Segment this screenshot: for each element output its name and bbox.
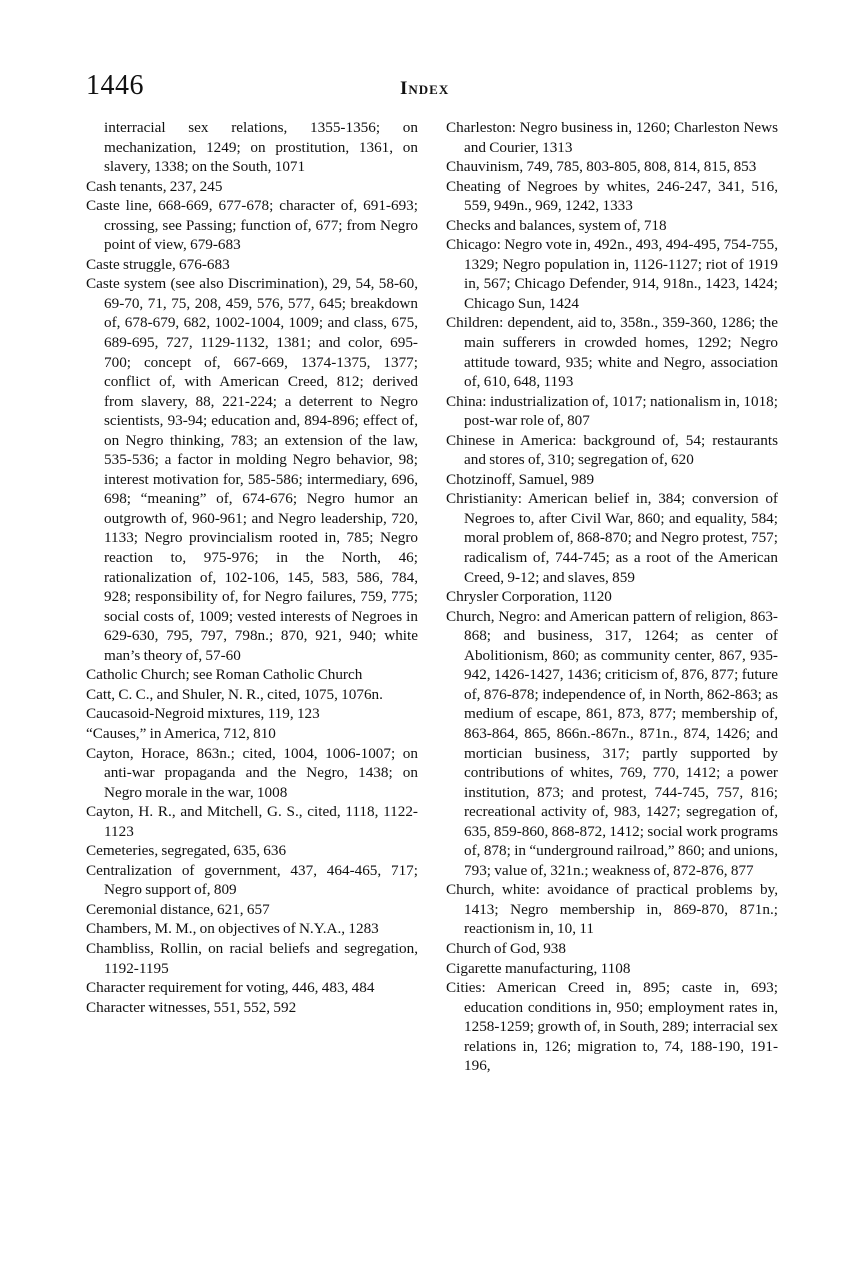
index-entry: “Causes,” in America, 712, 810 xyxy=(86,724,276,742)
index-entry: Cash tenants, 237, 245 xyxy=(86,177,223,195)
index-entry: interracial sex relations, 1355-1356; on mechanization, 1249; on prostitution, 1361, on slavery, 1338; on the South, 1071 xyxy=(104,119,418,176)
index-entry: Catt, C. C., and Shuler, N. R., cited, 1075, 1076n. xyxy=(86,685,383,703)
index-entry: China: industrialization of, 1017; nationalism in, 1018; post-war role of, 807 xyxy=(446,392,778,430)
index-entry: Cheating of Negroes by whites, 246-247, 341, 516, 559, 949n., 969, 1242, 1333 xyxy=(446,177,778,215)
index-entry: Christianity: American belief in, 384; conversion of Negroes to, after Civil War, 860; and equality, 584; moral problem of, 868-870; and Negro protest, 757; radicalism of, 744-745; as a root of the American Creed, 9-12; and slaves, 859 xyxy=(446,490,778,586)
index-entry: Chambers, M. M., on objectives of N.Y.A., 1283 xyxy=(86,920,379,938)
index-entry: Chicago: Negro vote in, 492n., 493, 494-495, 754-755, 1329; Negro population in, 1126-1127; riot of 1919 in, 567; Chicago Defender, 914, 918n., 1423, 1424; Chicago Sun, 1424 xyxy=(446,236,778,312)
index-entry: Chinese in America: background of, 54; restaurants and stores of, 310; segregation of, 620 xyxy=(446,431,778,469)
index-entry: Centralization of government, 437, 464-465, 717; Negro support of, 809 xyxy=(86,861,418,899)
index-entry: Cayton, H. R., and Mitchell, G. S., cited, 1118, 1122-1123 xyxy=(86,803,418,840)
index-entry: Church, white: avoidance of practical problems by, 1413; Negro membership in, 869-870, 871n.; reactionism in, 10, 11 xyxy=(446,881,778,938)
index-entry: Cayton, Horace, 863n.; cited, 1004, 1006-1007; on anti-war propaganda and the Negro, 1438; on Negro morale in the war, 1008 xyxy=(86,744,418,801)
index-entry: Charleston: Negro business in, 1260; Charleston News and Courier, 1313 xyxy=(446,119,778,156)
index-column-left xyxy=(86,118,418,1017)
index-entry: Ceremonial distance, 621, 657 xyxy=(86,900,270,918)
index-entry: Children: dependent, aid to, 358n., 359-360, 1286; the main sufferers in crowded homes, 1292; Negro attitude toward, 935; white and Negro, association of, 610, 648, 1193 xyxy=(446,314,778,391)
index-entry: Church of God, 938 xyxy=(446,939,566,957)
index-column-right xyxy=(446,118,778,1076)
index-entry: Chotzinoff, Samuel, 989 xyxy=(446,470,595,488)
index-entry: Caste line, 668-669, 677-678; character of, 691-693; crossing, see Passing; function of, 677; from Negro point of view, 679-683 xyxy=(86,197,418,254)
index-entry: Chauvinism, 749, 785, 803-805, 808, 814, 815, 853 xyxy=(446,158,757,176)
index-entry: Cemeteries, segregated, 635, 636 xyxy=(86,842,287,860)
index-entry: Cities: American Creed in, 895; caste in, 693; education conditions in, 950; employment rates in, 1258-1259; growth of, in South, 289; interracial sex relations in, 126; migration to, 74, 188-190, 191-196, xyxy=(446,979,778,1075)
index-entry: Checks and balances, system of, 718 xyxy=(446,216,667,234)
index-entry: Chrysler Corporation, 1120 xyxy=(446,588,612,606)
index-entry: Catholic Church; see Roman Catholic Church xyxy=(86,666,363,684)
index-entry: Cigarette manufacturing, 1108 xyxy=(446,959,631,977)
index-entry: Church, Negro: and American pattern of religion, 863-868; and business, 317, 1264; as center of Abolitionism, 860; as community center, 867, 935-942, 1426-1427, 1436; criticism of, 876, 877; future of, 876-878; independence of, in North, 862-863; as medium of escape, 861, 873, 877; membership of, 863-864, 865, 866n.-867n., 871n., 874, 1426; and mortician business, 317; partly supported by contributions of whites, 769, 770, 1412; a power institution, 873; and protest, 744-745, 757, 816; recreational activity of, 983, 1427; segregation of, 635, 859-860, 868-872, 1412; social work programs of, 878; in “underground railroad,” 860; and unions, 793; value of, 321n.; weakness of, 872-876, 877 xyxy=(446,607,778,879)
index-entry: Character witnesses, 551, 552, 592 xyxy=(86,998,297,1016)
page-number: 1446 xyxy=(86,70,144,101)
index-entry: Caucasoid-Negroid mixtures, 119, 123 xyxy=(86,705,320,723)
index-entry: Chambliss, Rollin, on racial beliefs and segregation, 1192-1195 xyxy=(86,939,418,977)
index-entry: Caste system (see also Discrimination), 29, 54, 58-60, 69-70, 71, 75, 208, 459, 576, 577, 645; breakdown of, 678-679, 682, 1002-1004, 1009; and class, 675, 689-695, 727, 1129-1132, 1381; and color, 695-700; concept of, 667-669, 1374-1375, 1377; conflict of, with American Creed, 812; derived from slavery, 88, 221-224; a deterrent to Negro scientists, 93-94; education and, 894-896; effect of, on Negro thinking, 783; an extension of the law, 535-536; a factor in molding Negro behavior, 98; interest motivation for, 585-586; intermediary, 696, 698; “meaning” of, 674-676; Negro humor an outgrowth of, 960-961; and Negro leadership, 720, 1133; Negro provincialism rooted in, 785; Negro reaction to, 975-976; in the North, 46; rationalization of, 102-106, 145, 583, 586, 784, 928; responsibility of, for Negro failures, 759, 775; social costs of, 1009; vested interests of Negroes in 629-630, 795, 797, 798n.; 870, 921, 940; white man’s theory of, 57-60 xyxy=(86,275,418,664)
index-entry: Caste struggle, 676-683 xyxy=(86,255,230,273)
running-head: Index xyxy=(400,78,450,99)
index-entry: Character requirement for voting, 446, 483, 484 xyxy=(86,979,375,997)
